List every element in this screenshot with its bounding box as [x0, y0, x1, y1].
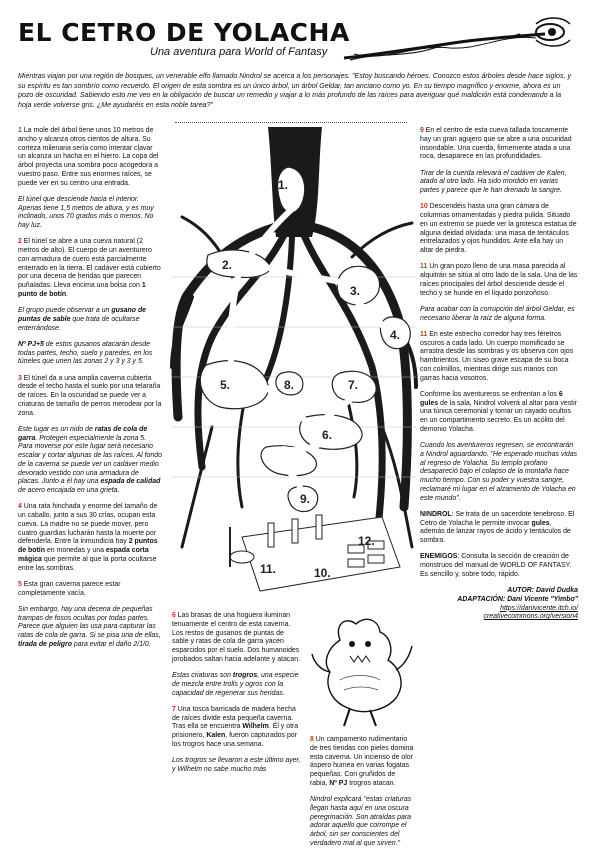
map-label-2: 2.: [222, 258, 233, 272]
room-number: 4: [18, 503, 22, 511]
room-number: 11: [420, 263, 428, 271]
map-label-8: 8.: [284, 378, 295, 392]
note-text: de estos gusanos atacarán desde todas partes, techo, suelo y paredes, en los túneles que unen las zonas 2 y 3 y 3 y 5.: [18, 340, 153, 366]
room-number: 7: [172, 705, 176, 713]
room-text: Una tosca barricada de madera hecha de raíces divide esta pequeña caverna. Tras ella se encuentra: [172, 705, 296, 731]
room-6: [172, 612, 302, 665]
room-text: : Se trata de un sacerdote tenebroso. El Cetro de Yolacha le permite invocar: [420, 510, 575, 527]
map-label-12: 12.: [358, 534, 375, 548]
divider: [175, 122, 407, 123]
note-text: , una especie de mezcla entre trolls y ogros con la capacidad de regenerar sus heridas.: [172, 672, 299, 697]
map-label-4: 4.: [390, 328, 401, 342]
map-label-10: 10.: [314, 566, 331, 580]
note-text: Este lugar es un nido de: [18, 425, 95, 433]
room-12: [420, 391, 578, 435]
credits: [420, 587, 578, 622]
room-text: .: [66, 290, 69, 298]
room-text: , además de lanzar rayos de ácido y tentáculos de sombra.: [420, 519, 571, 544]
room-text: Descendéis hasta una gran cámara de columnas ornamentadas y piedra pulida. Situado en un extremo se puede ver la grotesca estatua de alguna deidad olvidada: una masa de tentáculos entrelazados y ojos hundidos. Ante ella hay un altar de piedra.: [420, 203, 577, 254]
room-1-note: El túnel que desciende hacia el interior. Apenas tiene 1,5 metros de altura, y es muy inclinado, unos 70 grados más o menos. No hay luz.: [18, 195, 154, 229]
itch-link[interactable]: https://danivicente.itch.io/: [500, 604, 578, 612]
room-11b: [420, 331, 578, 384]
room-number: 3: [18, 374, 22, 382]
map-label-11: 11.: [260, 562, 277, 576]
room-text: . Él y otra prisionero,: [172, 723, 299, 739]
room-4: [18, 503, 162, 573]
room-7: [172, 706, 302, 750]
room-6-note: [172, 672, 302, 698]
room-number: 6: [172, 612, 176, 619]
room-5-note: [18, 606, 162, 650]
room-7-note: Los trogros se llevaron a este último ayer, y Wilhelm no sabe mucho más: [172, 757, 301, 773]
room-text: en monedas y una: [44, 547, 106, 554]
room-number: 9: [420, 127, 424, 134]
note-text: El grupo puede observar a un: [18, 307, 112, 314]
room-text: El túnel se abre a una cueva natural (2 metros de alto). El cuerpo de un aventurero con armadura de cuero está parcialmente enterrado en la tierra. El cadáver está cubierto por una decena de heridas que parecen puñaladas. Lleva encima una bolsa con: [18, 238, 161, 289]
adaptation-line: ADAPTACIÓN: Dani Vicente "Yimbo": [457, 595, 578, 603]
bold-term: 6 gules: [420, 390, 563, 407]
column-middle-right: [310, 736, 414, 856]
room-text: La mole del árbol tiene unos 10 metros de ancho y alcanza otros cientos de altura. Su corteza milenaria sería como intentar clavar un alcanza un hacha en el hierro. La copa del árbol proyecta una sombra poco acogedora a vuestro paso. Entre sus enormes raíces, se puede ver en su centro una entrada.: [18, 127, 159, 187]
author-line: AUTOR: David Dudka: [507, 587, 578, 594]
enemigos-entry: [420, 553, 578, 579]
scepter-icon: [340, 14, 575, 70]
note-text: Estas criaturas son: [172, 672, 233, 679]
room-11a-note: Para acabar con la corrupción del árbol Geldar, es necesario liberar la raíz de alguna forma.: [420, 305, 575, 322]
bold-term: espada corta mágica: [18, 547, 149, 563]
room-8: [310, 736, 414, 789]
room-number: 1: [18, 127, 22, 134]
bold-term: 2 puntos de botín: [18, 538, 158, 554]
note-text: que trata de ocultarse enterrándose.: [18, 315, 140, 332]
room-text: de la sala, Nindrol volverá al altar para vestir una túnica ceremonial y tomar un cayado ocultos en un compartimento secreto. Es un acólito del demonio Yolacha.: [420, 399, 577, 433]
room-text: , fueron capturados por los trogros hace una semana.: [172, 732, 297, 748]
map-label-6: 6.: [322, 428, 333, 442]
room-number: 5: [18, 580, 22, 588]
column-left: [18, 127, 162, 657]
room-2: [18, 238, 162, 299]
bold-term: Kalen: [206, 732, 226, 739]
note-text: para evitar el daño 2/1/0.: [71, 640, 151, 648]
room-number: 2: [18, 238, 22, 246]
room-number: 11: [420, 330, 428, 338]
bold-term: 1 punto de botín: [18, 282, 146, 298]
room-5: [18, 581, 162, 599]
bold-term: gusano de puntas de sable: [18, 307, 147, 323]
note-text: . Protegen especialmente la zona 5. Para moverse por este lugar será necesario escalar y cortar algunas de las raíces. Al fondo de la caverna se puede ver un cadáver medio devorado vestido con una armadura de placas. Junto a él hay una: [18, 434, 162, 486]
bold-term: ENEMIGOS: [420, 553, 458, 561]
room-text: que permite al que la porta ocultarse entre las sombras.: [18, 555, 157, 572]
bold-term: espada de calidad: [100, 478, 161, 486]
map-label-7: 7.: [348, 378, 359, 392]
map-label-5: 5.: [220, 378, 231, 392]
room-10: [420, 203, 578, 256]
map-label-3: 3.: [350, 284, 361, 298]
room-text: Un campamento rudimentario de tres tiendas con pieles domina esta caverna. Un incienso de olor áspero humea en varias fogatas pequeñas. Con gruñidos de rabia,: [310, 736, 414, 787]
intro-text: Mientras viajan por una región de bosques, un venerable elfo llamado Nindrol se acerca a los personajes. "Estoy buscando héroes. Conozco estos árboles desde hace siglos, y su espíritu es tan sombrío como recuerdo. El origen de esta sombra es un único árbol, un árbol Geldar, tan anciano como yo. En su tiempo magnífico y enorme, ahora es un pozo de oscuridad. Sabiendo esto me veo en la obligación de buscar un remedio y viajar a lo más profundo de las raíces para averiguar qué maldición está condenando a la hoja verde volverse gris. ¿Me ayudaréis en esta noble tarea?": [18, 72, 572, 110]
note-text: de acero encajada en una grieta.: [18, 487, 120, 494]
map-label-9: 9.: [300, 492, 311, 506]
room-3: [18, 375, 162, 419]
room-text: Las brasas de una hoguera iluminan tenuamente el centro de esta caverna. Los restos de gusanos de puntas de sable y ratas de cola de garra yacen esparcidos por el suelo. Dos humanoides jorobados saltan hacia adelante y atacan.: [172, 612, 301, 663]
column-right: [420, 127, 578, 622]
room-12-note: Cuando los aventureros regresen, se encontrarán a Nindrol aguardando. "He esperado muchas vidas al regreso de Yolacha. Su templo profano desapareció bajo el colapso de la montaña hace mucho tiempo. Con su poder y vuestra sangre, reclamaré mi lugar en el alzamiento de Yolacha en este mundo".: [420, 442, 578, 502]
license-link[interactable]: creativecommons.org/version4: [483, 613, 578, 621]
room-text: Una rata hinchada y enorme del tamaño de un caballo, junto a sus 30 crías, ocupan esta cueva. La madre no se puede mover, pero cuatro guardias lucharán hasta la muerte por defenderla. Entre la inmundicia hay: [18, 503, 158, 546]
room-2-note: [18, 307, 162, 333]
room-11a: [420, 263, 578, 298]
column-middle: [172, 612, 302, 782]
room-text: Esta gran caverna parece estar completamente vacía.: [18, 580, 121, 597]
bold-term: trogros: [232, 672, 258, 679]
room-number: 10: [420, 203, 428, 211]
room-2-note-2: [18, 341, 162, 367]
room-1: [18, 127, 162, 188]
bold-term: Wilhelm: [242, 723, 269, 731]
room-9: [420, 127, 578, 162]
room-number: 8: [310, 736, 314, 743]
trogro-illustration-icon: [310, 610, 414, 730]
bold-term: gules: [531, 519, 550, 527]
note-text: Sin embargo, hay una decena de pequeñas trampas de fosos ocultas por todas partes. Parece que alguien las usa para capturar las ratas de cola de garra. Si se pisa una de ellas,: [18, 605, 161, 639]
room-text: Conforme los aventureros se enfrentan a los: [420, 390, 559, 398]
dungeon-map-icon: [172, 127, 416, 607]
room-text: En este estrecho corredor hay tres féretros oscuros a cada lado. Un cuerpo momificado se arrastra desde las sombras y os observa con ojos hambrientos. Un siseo grave escapa de su boca con colmillos, mientras dirige sus manos con garras hacia vosotros.: [420, 330, 574, 382]
room-3-note: [18, 426, 162, 496]
room-text: trogros atacan.: [347, 779, 396, 787]
map-label-1: 1.: [278, 178, 289, 192]
bold-term: tirada de peligro: [18, 640, 72, 648]
room-text: Un gran pozo lleno de una masa parecida al alquitrán se sitúa al otro lado de la sala. Una de las raíces principales del árbol desciende desde el techo y se hunde en el líquido ponzoñoso.: [420, 263, 578, 297]
page-title: EL CETRO DE YOLACHA: [18, 18, 350, 47]
room-text: En el centro de esta cueva tallada toscamente hay un gran agujero que se abre a una oscuridad insondable. Una cuerda, firmemente atada a una roca, desaparece en las profundidades.: [420, 127, 572, 161]
room-9-note: Tirar de la cuerda relevará el cadáver de Kalen, atado al otro lado. Ha sido mordido en varias partes y parece que le han drenado la sangre.: [420, 169, 567, 194]
bold-term: NINDROL: [420, 510, 452, 518]
room-text: El túnel da a una amplia caverna cubierta desde el techo hasta el suelo por una telaraña de raíces. En la oscuridad se puede ver a criaturas de tamaño de perros merodear por la zona.: [18, 374, 162, 417]
bold-term: Nº PJ: [329, 779, 348, 787]
bold-term: ratas de cola de garra: [18, 425, 148, 442]
nindrol-entry: [420, 511, 578, 546]
room-8-note: Nindrol explicará "estas criaturas llegan hasta aquí en una oscura peregrinación. Son atraídas para adorar aquello que corrompe el árbol, sin ser conscientes del verdadero mal al que sirven.": [310, 796, 412, 847]
page-subtitle: Una aventura para World of Fantasy: [150, 46, 328, 58]
room-text: : Consulta la sección de creación de monstruos del manual de WORLD OF FANTASY. Es sencillo y, sobre todo, rápido.: [420, 553, 572, 578]
bold-term: Nº PJ+5: [18, 340, 44, 348]
